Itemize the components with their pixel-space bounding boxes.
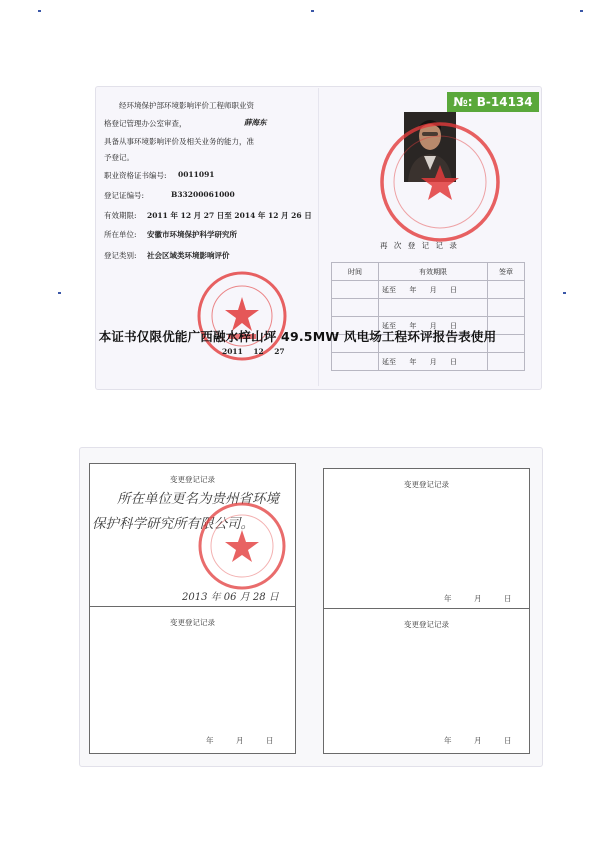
change-record-title: 变更登记记录: [170, 475, 215, 484]
qualification-number: 0011091: [178, 170, 215, 179]
change-seal-icon: [196, 500, 288, 592]
renewal-header-validity: 有效期限: [379, 263, 488, 281]
scan-mark: [311, 10, 314, 12]
month-label: 月: [236, 736, 244, 745]
intro-line-3: 具备从事环境影响评价及相关业务的能力，准: [104, 137, 254, 146]
category-value: 社会区域类环境影响评价: [147, 251, 230, 260]
year-label: 年: [444, 736, 452, 745]
table-row: 延至 年 月 日: [332, 353, 525, 371]
change-record-box-3: [89, 606, 296, 754]
change-record-title: 变更登记记录: [170, 618, 215, 627]
table-row: 延至 年 月 日: [332, 281, 525, 299]
certificate-number-badge: №: B-14134: [447, 92, 539, 112]
year-label: 年: [206, 736, 214, 745]
handwritten-note-line-1: 所在单位更名为贵州省环境: [117, 491, 279, 507]
day-label: 日: [504, 736, 512, 745]
unit-value: 安徽市环境保护科学研究所: [147, 230, 237, 239]
handwritten-note-line-2: 保护科学研究所有限公司。: [92, 516, 254, 532]
holder-name: 薛海东: [244, 118, 267, 127]
change-record-box-4: [323, 608, 530, 754]
company-seal-icon: [378, 120, 502, 244]
year-label: 年: [444, 594, 452, 603]
usage-restriction-text: 本证书仅限优能广西融水梓山坪 49.5MW 风电场工程环评报告表使用: [98, 329, 497, 344]
table-row: [332, 299, 525, 317]
validity-label: 有效期限:: [104, 211, 137, 220]
change-record-title: 变更登记记录: [404, 480, 449, 489]
renewal-header-time: 时间: [332, 263, 379, 281]
change-record-title: 变更登记记录: [404, 620, 449, 629]
category-label: 登记类别:: [104, 251, 137, 260]
renewal-table: [331, 262, 525, 371]
scan-mark: [580, 10, 583, 12]
month-label: 月: [474, 736, 482, 745]
intro-line-1: 经环境保护部环境影响评价工程师职业资: [119, 101, 254, 110]
scan-mark: [38, 10, 41, 12]
unit-label: 所在单位:: [104, 230, 137, 239]
table-row: 延至 年 月 日: [332, 317, 525, 335]
validity-value: 2011 年 12 月 27 日至 2014 年 12 月 26 日: [147, 211, 312, 220]
renewal-title: 再 次 登 记 记 录: [380, 241, 459, 250]
seal-date: 2011 12 27: [222, 347, 285, 356]
scan-mark: [563, 292, 566, 294]
scan-mark: [58, 292, 61, 294]
registration-label: 登记证编号:: [104, 191, 145, 200]
renewal-header-seal: 签章: [488, 263, 525, 281]
qualification-label: 职业资格证书编号:: [104, 171, 167, 180]
intro-line-2: 格登记管理办公室审查，: [104, 119, 187, 128]
registration-number: B33200061000: [171, 190, 235, 199]
month-label: 月: [474, 594, 482, 603]
intro-line-4: 予登记。: [104, 153, 134, 162]
change-record-box-2: [323, 468, 530, 610]
day-label: 日: [266, 736, 274, 745]
handwritten-date: 2013 年 06 月 28 日: [182, 592, 279, 603]
day-label: 日: [504, 594, 512, 603]
